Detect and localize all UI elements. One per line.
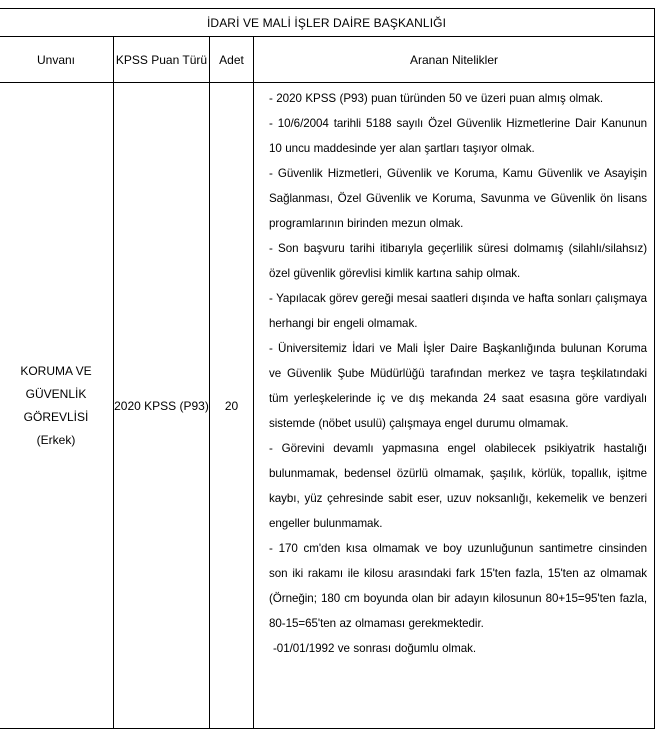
requirement-item: - Görevini devamlı yapmasına engel olabilecek psikiyatrik hastalığı bulunmamak, bedensel özürlü olmamak, şaşılık, körlük, topallık, işitme kaybı, yüz çehresinde sabit eser, uzuv noksanlığı, kekemelik ve benzeri engeller bulunmamak. — [269, 442, 648, 530]
adet-cell: 20 — [210, 83, 254, 729]
unvan-line: GÖREVLİSİ — [23, 409, 89, 424]
unvan-line: GÜVENLİK — [25, 386, 87, 401]
unvan-line: (Erkek) — [36, 432, 76, 447]
header-kpss-puan-turu: KPSS Puan Türü — [114, 37, 210, 83]
header-adet: Adet — [210, 37, 254, 83]
table-row — [0, 83, 655, 729]
requirement-item: - Yapılacak görev gereği mesai saatleri dışında ve hafta sonları çalışmaya herhangi bir engeli olmamak. — [269, 292, 648, 330]
requirement-item: - 170 cm'den kısa olmamak ve boy uzunluğunun santimetre cinsinden son iki rakamı ile kilosu arasındaki fark 15'ten fazla, 15'ten az olmamak (Örneğin; 180 cm boyunda olan bir adayın kilosunun 80+15=95'ten fazla, 80-15=65'ten az olmaması gerekmektedir. — [269, 542, 648, 630]
requirement-item: - 2020 KPSS (P93) puan türünden 50 ve üzeri puan almış olmak. — [269, 92, 604, 105]
requirement-item: - Güvenlik Hizmetleri, Güvenlik ve Koruma, Kamu Güvenlik ve Asayişin Sağlanması, Özel Güvenlik ve Koruma, Savunma ve Güvenlik ön lisans programlarının birinden mezun olmak. — [269, 167, 648, 230]
requirement-item: -01/01/1992 ve sonrası doğumlu olmak. — [273, 642, 477, 655]
requirement-item: - Üniversitemiz İdari ve Mali İşler Daire Başkanlığında bulunan Koruma ve Güvenlik Şube Müdürlüğü tarafından merkez ve taşra teşkilatındaki tüm yerleşkelerinde iç ve dış mekanda 24 saat esasına göre vardiyalı sistemde (nöbet usulü) çalışmaya engel durumu olmamak. — [269, 342, 648, 430]
requirement-item: - 10/6/2004 tarihli 5188 sayılı Özel Güvenlik Hizmetlerine Dair Kanunun 10 uncu maddesinde yer alan şartları taşıyor olmak. — [269, 117, 648, 155]
staff-requirements-table — [0, 8, 655, 729]
department-title: İDARİ VE MALİ İŞLER DAİRE BAŞKANLIĞI — [0, 9, 655, 37]
department-title-row — [0, 9, 655, 37]
header-unvan: Unvanı — [0, 37, 114, 83]
column-header-row — [0, 37, 655, 83]
header-aranan-nitelikler: Aranan Nitelikler — [254, 37, 655, 83]
unvan-line: KORUMA VE — [20, 363, 92, 378]
unvan-cell — [0, 83, 114, 729]
requirements-list — [269, 86, 647, 661]
kpss-cell: 2020 KPSS (P93) — [114, 83, 210, 729]
requirements-cell — [254, 83, 655, 729]
requirement-item: - Son başvuru tarihi itibarıyla geçerlilik süresi dolmamış (silahlı/silahsız) özel güvenlik görevlisi kimlik kartına sahip olmak. — [269, 242, 648, 280]
